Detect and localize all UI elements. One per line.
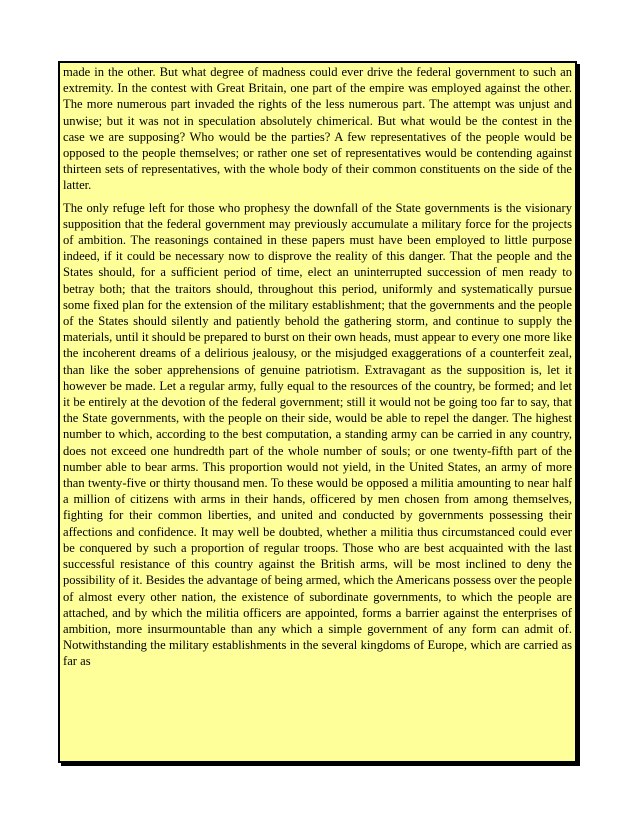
paragraph-1: made in the other. But what degree of madness could ever drive the federal government to such an extremity. In the contest with Great Britain, one part of the empire was employed against the other. The more numerous part invaded the rights of the less numerous part. The attempt was unjust and unwise; but it was not in speculation absolutely chimerical. But what would be the contest in the case we are supposing? Who would be the parties? A few representatives of the people would be opposed to the people themselves; or rather one set of representatives would be contending against thirteen sets of representatives, with the whole body of their common constituents on the side of the latter. bbox=[63, 65, 572, 193]
paragraph-2: The only refuge left for those who prophesy the downfall of the State governments is the visionary supposition that the federal government may previously accumulate a military force for the projects of ambition. The reasonings contained in these papers must have been employed to little purpose indeed, if it could be necessary now to disprove the reality of this danger. That the people and the States should, for a sufficient period of time, elect an uninterrupted succession of men ready to betray both; that the traitors should, throughout this period, uniformly and systematically pursue some fixed plan for the extension of the military establishment; that the governments and the people of the States should silently and patiently behold the gathering storm, and continue to supply the materials, until it should be prepared to burst on their own heads, must appear to every one more like the incoherent dreams of a delirious jealousy, or the misjudged exaggerations of a counterfeit zeal, than like the sober apprehensions of genuine patriotism. Extravagant as the supposition is, let it however be made. Let a regular army, fully equal to the resources of the country, be formed; and let it be entirely at the devotion of the federal government; still it would not be going too far to say, that the State governments, with the people on their side, would be able to repel the danger. The highest number to which, according to the best computation, a standing army can be carried in any country, does not exceed one hundredth part of the whole number of souls; or one twenty-fifth part of the number able to bear arms. This proportion would not yield, in the United States, an army of more than twenty-five or thirty thousand men. To these would be opposed a militia amounting to near half a million of citizens with arms in their hands, officered by men chosen from among themselves, fighting for their common liberties, and united and conducted by governments possessing their affections and confidence. It may well be doubted, whether a militia thus circumstanced could ever be conquered by such a proportion of regular troops. Those who are best acquainted with the last successful resistance of this country against the British arms, will be most inclined to deny the possibility of it. Besides the advantage of being armed, which the Americans possess over the people of almost every other nation, the existence of subordinate governments, to which the people are attached, and by which the militia officers are appointed, forms a barrier against the enterprises of ambition, more insurmountable than any which a simple government of any form can admit of. Notwithstanding the military establishments in the several kingdoms of Europe, which are carried as far as bbox=[63, 200, 572, 669]
text-box bbox=[58, 61, 577, 763]
